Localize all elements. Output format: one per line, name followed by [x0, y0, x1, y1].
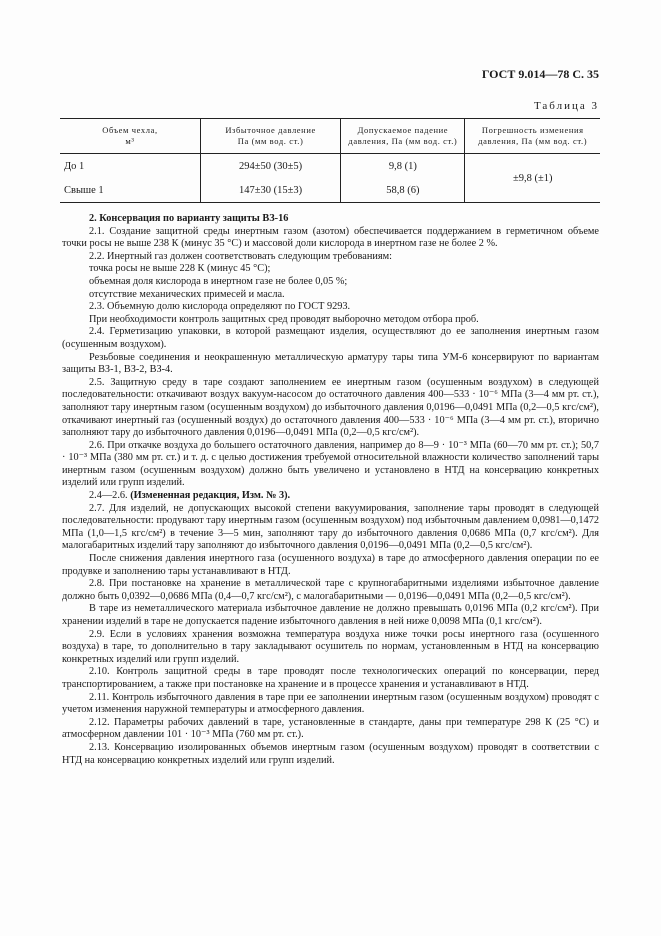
paragraph: 2.10. Контроль защитной среды в таре проводят после технологических операций по консервации, перед транспортированием, а также при постановке на хранение и в процессе хранения и устанавливают в НТД. [62, 666, 599, 690]
header-volume: Объем чехла, м³ [60, 119, 200, 154]
paragraph: объемная доля кислорода в инертном газе не более 0,05 %; [89, 275, 348, 287]
header-error: Погрешность изменения давления, Па (мм вод. ст.) [465, 119, 600, 154]
paragraph: При необходимости контроль защитных сред проводят выборочно методом отбора проб. [89, 313, 479, 325]
table-cell: 294±50 (30±5) [200, 154, 340, 179]
table-3 [60, 118, 600, 203]
table-cell: 147±30 (15±3) [200, 178, 340, 203]
paragraph: После снижения давления инертного газа (осушенного воздуха) в таре до атмосферного давления операции по ее продувке и заполнению тары устанавливают в НТД. [62, 553, 599, 577]
table-header-row [60, 119, 600, 154]
paragraph: 2.3. Объемную долю кислорода определяют по ГОСТ 9293. [89, 301, 351, 313]
paragraph: 2.6. При откачке воздуха до большего остаточного давления, например до 8—9 · 10⁻³ МПа (60—70 мм рт. ст.); 50,7 · 10⁻³ МПа (380 мм рт. ст.) и т. д. с целью достижения требуемой относительной влажности количество заполнений тары инертным газом (осушенным воздухом) должно быть увеличено и установлено в НТД на консервацию конкретных изделий или групп изделий. [62, 439, 599, 489]
paragraph: 2.11. Контроль избыточного давления в таре при ее заполнении инертным газом (осушенным воздухом) проводят с учетом изменения наружной температуры и атмосферного давления. [62, 691, 599, 716]
document-body [62, 213, 599, 767]
table-caption: Таблица 3 [533, 100, 599, 112]
paragraph-amendment: 2.4—2.6. (Измененная редакция, Изм. № 3). [89, 490, 291, 502]
table-cell: 58,8 (6) [341, 178, 465, 203]
header-pressure: Избыточное давление Па (мм вод. ст.) [200, 119, 340, 154]
paragraph: точка росы не выше 228 К (минус 45 °С); [89, 263, 271, 275]
table-cell: 9,8 (1) [341, 154, 465, 179]
paragraph: 2.1. Создание защитной среды инертным газом (азотом) обеспечивается поддержанием в герметичном объеме точки росы не выше 238 К (минус 35 °С) и массовой доли кислорода в инертном газе не более 2 %. [62, 225, 599, 250]
paragraph: 2.4. Герметизацию упаковки, в которой размещают изделия, осуществляют до ее заполнения инертным газом (осушенным воздухом). [62, 326, 599, 350]
paragraph: 2.7. Для изделий, не допускающих высокой степени вакуумирования, заполнение тары проводят в следующей последовательности: продувают тару инертным газом (осушенным воздухом) под избыточным давлением 0,0981—0,1472 МПа (1,0—1,5 кгс/см²) в течение 3—5 мин, заполняют тару до избыточного давления 0,0686 МПа (0,7 кгс/см²). Для малогабаритных изделий тару заполняют до избыточного давления 0,0196—0,0491 МПа (0,2—0,5 кгс/см²). [62, 502, 599, 552]
paragraph: 2.5. Защитную среду в таре создают заполнением ее инертным газом (осушенным воздухом) в следующей последовательности: откачивают воздух вакуум-насосом до остаточного давления 400—533 · 10⁻⁶ МПа (3—4 мм рт. ст.), заполняют тару инертным газом (осушенным воздухом) до избыточного давления 0,0196—0,0491 МПа (0,2—0,5 кгс/см²), откачивают инертный газ (осушенный воздух) до остаточного давления 400—533 · 10⁻⁶ МПа (3—4 мм рт. ст.), вторично заполняют тару до избыточного давления 0,0196—0,0491 МПа (0,2—0,5 кгс/см²). [62, 376, 599, 439]
paragraph: 2.13. Консервацию изолированных объемов инертным газом (осушенным воздухом) проводят в соответствии с НТД на консервацию конкретных изделий или групп изделий. [62, 741, 599, 766]
section-heading: 2. Консервация по варианту защиты ВЗ-16 [89, 213, 289, 224]
table-row [60, 154, 600, 179]
paragraph: В таре из неметаллического материала избыточное давление не должно превышать 0,0196 МПа (0,2 кгс/см²). При хранении изделий в таре не допускается падение избыточного давления в ней ниже 0,0098 МПа (0,1 кгс/см²). [62, 603, 599, 627]
table-cell: До 1 [60, 154, 200, 179]
paragraph: отсутствие механических примесей и масла. [89, 288, 285, 300]
header-drop: Допускаемое падение давления, Па (мм вод. ст.) [341, 119, 465, 154]
table-cell: Свыше 1 [60, 178, 200, 203]
paragraph: 2.8. При постановке на хранение в металлической таре с крупногабаритными изделиями избыточное давление должно быть 0,0392—0,0686 МПа (0,4—0,7 кгс/см²), с малогабаритными — 0,0196—0,0491 МПа (0,2—0,5 кгс/см²). [62, 578, 599, 602]
paragraph: Резьбовые соединения и неокрашенную металлическую арматуру тары типа УМ-6 консервируют по вариантам защиты ВЗ-1, ВЗ-2, ВЗ-4. [62, 351, 599, 376]
paragraph: 2.2. Инертный газ должен соответствовать следующим требованиям: [89, 250, 392, 262]
table-cell-merged: ±9,8 (±1) [465, 154, 600, 203]
paragraph: 2.9. Если в условиях хранения возможна температура воздуха ниже точки росы инертного газа (осушенного воздуха) в таре, то дополнительно в тару закладывают осушитель по нормам, установленным в НТД на консервацию конкретных изделий или групп изделий. [62, 628, 599, 665]
page-header: ГОСТ 9.014—78 С. 35 [481, 67, 599, 81]
paragraph: 2.12. Параметры рабочих давлений в таре, установленные в стандарте, даны при температуре 298 К (25 °С) и атмосферном давлении 101 · 10⁻³ МПа (760 мм рт. ст.). [62, 716, 599, 741]
